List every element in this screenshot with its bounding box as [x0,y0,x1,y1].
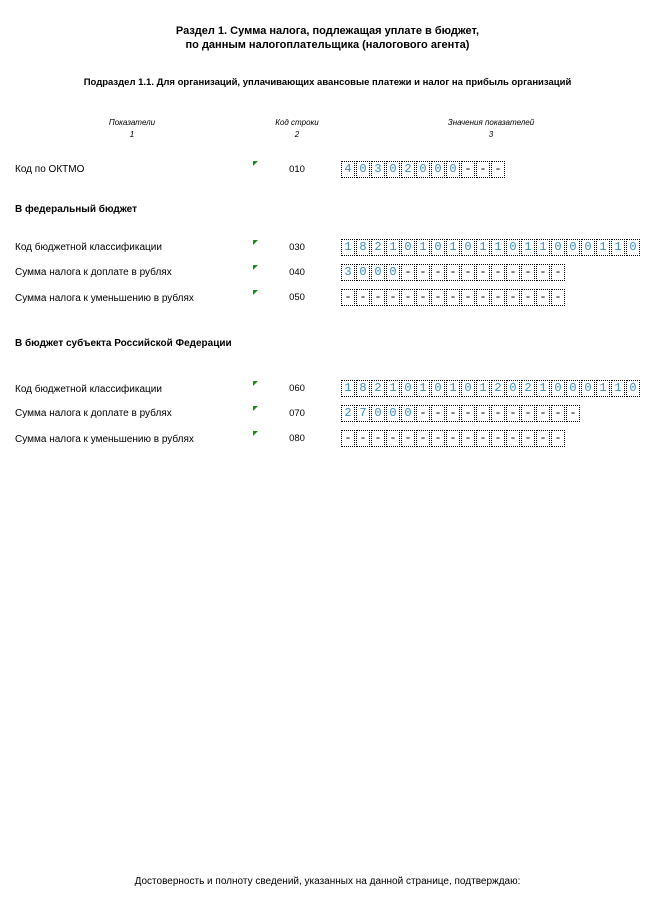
form-cell[interactable]: 1 [416,239,430,256]
column-values-heading: Значения показателей [447,118,535,127]
form-cell[interactable]: - [371,289,385,306]
federal-pay-line-code: 040 [289,267,305,278]
form-cell[interactable]: 2 [371,239,385,256]
form-cell[interactable]: 0 [551,239,565,256]
form-cell[interactable]: - [386,430,400,447]
form-cell[interactable]: 0 [356,161,370,178]
form-cell[interactable]: 3 [371,161,385,178]
form-cell[interactable]: 2 [371,380,385,397]
form-cell[interactable]: - [521,264,535,281]
regional-pay-label: Сумма налога к доплате в рублях [15,408,172,419]
form-cell[interactable]: 0 [386,264,400,281]
regional-budget-heading: В бюджет субъекта Российской Федерации [15,338,232,349]
row-marker-icon [253,240,258,245]
form-cell[interactable]: 2 [491,380,505,397]
form-cell[interactable]: 1 [446,239,460,256]
section-title-line2: по данным налогоплательщика (налогового агента) [185,39,470,51]
form-cell[interactable]: - [506,264,520,281]
form-cell[interactable]: 2 [401,161,415,178]
form-cell[interactable]: - [461,405,475,422]
form-cell[interactable]: 0 [551,380,565,397]
form-cell[interactable]: - [431,289,445,306]
form-cell[interactable]: 1 [521,239,535,256]
regional-pay-cells[interactable] [341,405,581,422]
row-marker-icon [253,265,258,270]
row-marker-icon [253,431,258,436]
form-cell[interactable]: 0 [371,405,385,422]
form-cell[interactable]: 1 [596,239,610,256]
form-cell[interactable]: 0 [401,239,415,256]
form-cell[interactable]: 1 [341,380,355,397]
form-cell[interactable]: 0 [566,380,580,397]
form-cell[interactable]: - [371,430,385,447]
form-cell[interactable]: - [551,430,565,447]
regional-reduce-label: Сумма налога к уменьшению в рублях [15,434,194,445]
oktmo-line-code: 010 [289,164,305,175]
form-cell[interactable]: 1 [536,380,550,397]
form-cell[interactable]: - [446,405,460,422]
form-cell[interactable]: - [491,430,505,447]
federal-reduce-line-code: 050 [289,292,305,303]
oktmo-label: Код по ОКТМО [15,164,85,175]
federal-pay-label: Сумма налога к доплате в рублях [15,267,172,278]
form-cell[interactable]: 8 [356,380,370,397]
form-cell[interactable]: - [401,430,415,447]
form-cell[interactable]: 8 [356,239,370,256]
form-cell[interactable]: 1 [386,239,400,256]
form-cell[interactable]: 1 [416,380,430,397]
form-cell[interactable]: - [446,264,460,281]
form-cell[interactable]: 2 [521,380,535,397]
form-cell[interactable]: 1 [596,380,610,397]
form-cell[interactable]: 0 [431,380,445,397]
federal-budget-heading: В федеральный бюджет [15,204,137,215]
form-cell[interactable]: 1 [611,239,625,256]
form-cell[interactable]: - [491,289,505,306]
regional-reduce-cells[interactable] [341,430,566,447]
form-cell[interactable]: - [476,430,490,447]
form-cell[interactable]: 1 [386,380,400,397]
form-cell[interactable]: - [476,161,490,178]
federal-kbk-label: Код бюджетной классификации [15,242,162,253]
column-values-number: 3 [488,130,494,139]
form-cell[interactable]: - [536,430,550,447]
form-cell[interactable]: - [386,289,400,306]
form-cell[interactable]: - [401,289,415,306]
form-cell[interactable]: 0 [581,380,595,397]
form-cell[interactable]: 0 [431,239,445,256]
form-cell[interactable]: 1 [446,380,460,397]
form-cell[interactable]: - [491,161,505,178]
form-cell[interactable]: - [416,289,430,306]
row-marker-icon [253,290,258,295]
form-cell[interactable]: - [536,405,550,422]
form-cell[interactable]: 1 [491,239,505,256]
form-cell[interactable]: - [551,264,565,281]
form-cell[interactable]: - [536,289,550,306]
form-cell[interactable]: - [461,264,475,281]
form-cell[interactable]: 0 [461,380,475,397]
regional-pay-line-code: 070 [289,408,305,419]
regional-kbk-line-code: 060 [289,383,305,394]
form-cell[interactable]: - [491,264,505,281]
form-cell[interactable]: 1 [341,239,355,256]
form-cell[interactable]: - [446,289,460,306]
row-marker-icon [253,381,258,386]
form-cell[interactable]: 0 [386,405,400,422]
row-marker-icon [253,406,258,411]
column-indicators-number: 1 [129,130,135,139]
form-cell[interactable]: - [461,430,475,447]
form-cell[interactable]: - [521,430,535,447]
form-cell[interactable]: - [341,289,355,306]
form-cell[interactable]: 0 [416,161,430,178]
form-cell[interactable]: 0 [626,380,640,397]
form-cell[interactable]: - [401,264,415,281]
form-cell[interactable]: 0 [566,239,580,256]
form-cell[interactable]: - [431,264,445,281]
column-indicators-heading: Показатели [108,118,156,127]
form-cell[interactable]: - [521,289,535,306]
form-cell[interactable]: - [431,405,445,422]
federal-pay-cells[interactable] [341,264,566,281]
form-cell[interactable]: 0 [506,380,520,397]
column-line-code-number: 2 [294,130,300,139]
form-cell[interactable]: - [476,405,490,422]
regional-kbk-label: Код бюджетной классификации [15,384,162,395]
form-cell[interactable]: 0 [446,161,460,178]
form-cell[interactable]: - [356,289,370,306]
form-cell[interactable]: - [566,405,580,422]
form-cell[interactable]: 2 [341,405,355,422]
form-cell[interactable]: - [506,289,520,306]
form-cell[interactable]: - [521,405,535,422]
form-cell[interactable]: - [461,161,475,178]
form-cell[interactable]: 0 [431,161,445,178]
federal-reduce-cells[interactable] [341,289,566,306]
form-cell[interactable]: 1 [611,380,625,397]
subsection-title: Подраздел 1.1. Для организаций, уплачивающих авансовые платежи и налог на прибыль организаций [83,77,572,88]
form-cell[interactable]: 3 [341,264,355,281]
form-cell[interactable]: 7 [356,405,370,422]
form-cell[interactable]: - [536,264,550,281]
section-title-line1: Раздел 1. Сумма налога, подлежащая уплате в бюджет, [175,25,480,37]
form-cell[interactable]: 0 [626,239,640,256]
form-cell[interactable]: - [476,289,490,306]
federal-kbk-cells[interactable] [341,239,641,256]
form-cell[interactable]: - [491,405,505,422]
form-cell[interactable]: 4 [341,161,355,178]
form-cell[interactable]: 0 [461,239,475,256]
form-cell[interactable]: 1 [536,239,550,256]
form-cell[interactable]: 0 [506,239,520,256]
oktmo-cells[interactable] [341,161,506,178]
row-marker-icon [253,161,258,166]
form-cell[interactable]: - [341,430,355,447]
federal-reduce-label: Сумма налога к уменьшению в рублях [15,293,194,304]
federal-kbk-line-code: 030 [289,242,305,253]
form-cell[interactable]: 0 [401,380,415,397]
form-cell[interactable]: - [506,405,520,422]
form-cell[interactable]: - [431,430,445,447]
regional-kbk-cells[interactable] [341,380,641,397]
form-cell[interactable]: 0 [356,264,370,281]
form-cell[interactable]: - [416,405,430,422]
form-cell[interactable]: - [356,430,370,447]
form-cell[interactable]: - [416,264,430,281]
column-line-code-heading: Код строки [275,118,319,127]
form-cell[interactable]: - [416,430,430,447]
form-cell[interactable]: - [446,430,460,447]
form-cell[interactable]: 0 [401,405,415,422]
form-cell[interactable]: - [551,405,565,422]
form-cell[interactable]: 0 [581,239,595,256]
form-cell[interactable]: - [476,264,490,281]
form-cell[interactable]: 0 [371,264,385,281]
regional-reduce-line-code: 080 [289,433,305,444]
form-cell[interactable]: 1 [476,239,490,256]
form-cell[interactable]: - [506,430,520,447]
form-cell[interactable]: - [551,289,565,306]
form-cell[interactable]: 0 [386,161,400,178]
form-cell[interactable]: - [461,289,475,306]
form-cell[interactable]: 1 [476,380,490,397]
confirmation-text: Достоверность и полноту сведений, указанных на данной странице, подтверждаю: [134,876,521,887]
